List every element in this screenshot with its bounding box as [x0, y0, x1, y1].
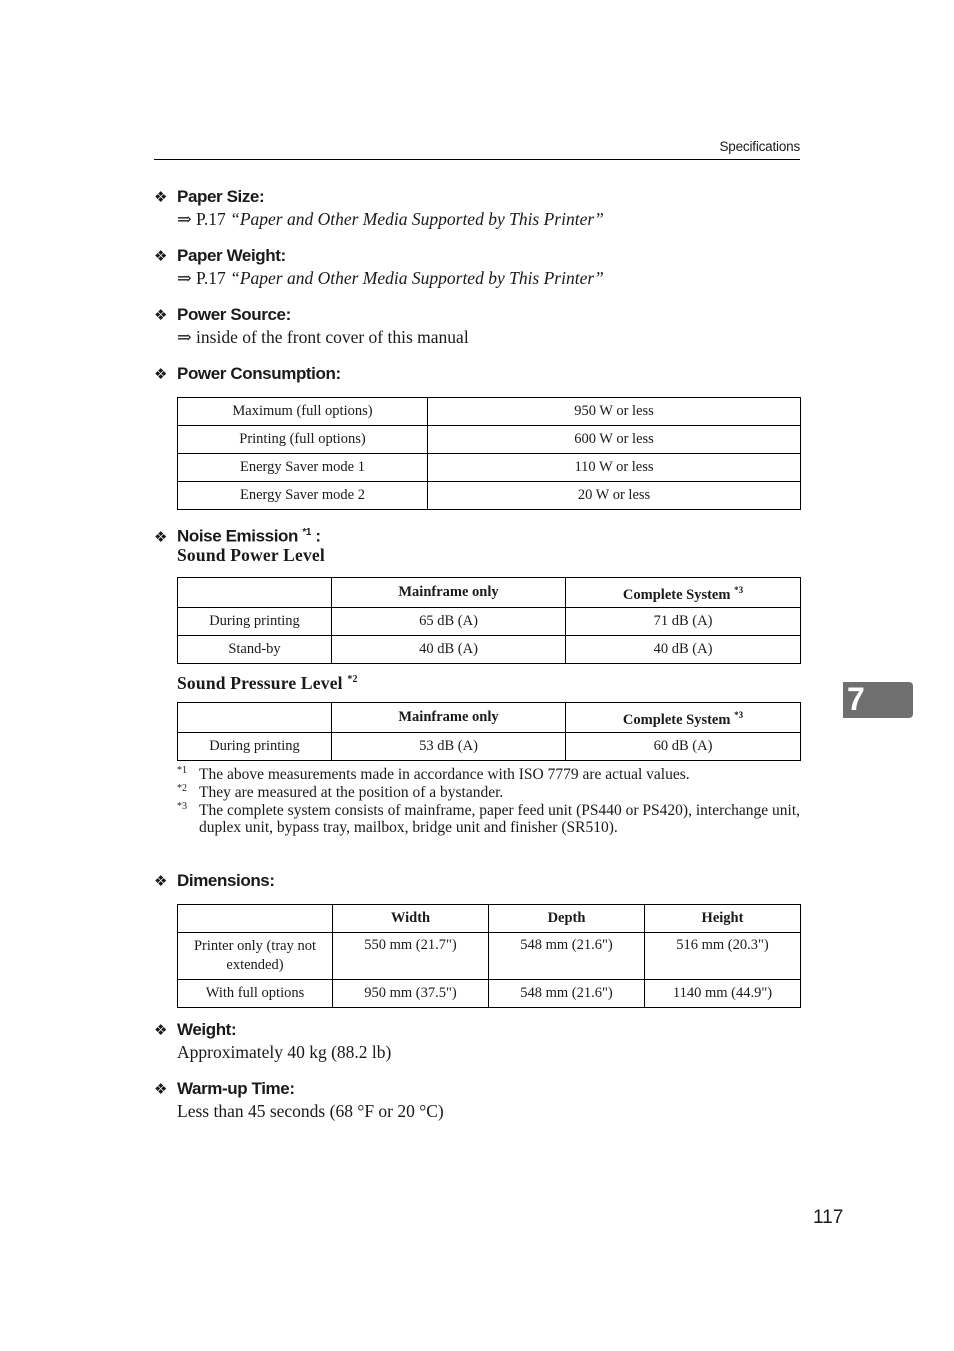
arrow-icon: ⇒ [177, 268, 192, 288]
section-heading: ❖ Weight: [154, 1019, 800, 1041]
diamond-bullet-icon: ❖ [154, 528, 168, 546]
weight-value: Approximately 40 kg (88.2 lb) [177, 1042, 392, 1062]
footnotes [177, 766, 800, 836]
power-consumption-table [177, 397, 801, 510]
table-row: During printing 65 dB (A) 71 dB (A) [178, 608, 801, 636]
section-power-consumption [154, 363, 800, 385]
table-row: Energy Saver mode 1 110 W or less [178, 454, 801, 482]
footnote: *2 They are measured at the position of a bystander. [177, 783, 504, 801]
page-header-title: Specifications [719, 139, 800, 154]
arrow-icon: ⇒ [177, 209, 192, 229]
cross-reference: ⇒ P.17 “Paper and Other Media Supported by This Printer” [177, 209, 604, 229]
section-power-source [154, 304, 800, 348]
section-heading: ❖ Dimensions: [154, 870, 800, 892]
section-weight [154, 1019, 800, 1063]
diamond-bullet-icon: ❖ [154, 366, 168, 383]
diamond-bullet-icon: ❖ [154, 307, 168, 324]
chapter-number: 7 [847, 681, 865, 717]
footnote: *1 The above measurements made in accordance with ISO 7779 are actual values. [177, 765, 690, 783]
diamond-bullet-icon: ❖ [154, 1081, 168, 1098]
header-rule [154, 159, 800, 160]
footnote-ref: *3 [734, 709, 744, 720]
table-row: Energy Saver mode 2 20 W or less [178, 482, 801, 510]
table-header-row: Mainframe only Complete System $^{*3}$ [178, 703, 801, 733]
section-heading: ❖ Paper Weight: [154, 245, 800, 267]
page-number: 117 [813, 1207, 844, 1228]
diamond-bullet-icon: ❖ [154, 1022, 168, 1039]
table-row: Printing (full options) 600 W or less [178, 426, 801, 454]
section-heading: ❖ Warm-up Time: [154, 1078, 800, 1100]
section-heading: ❖ Power Source: [154, 304, 800, 326]
section-heading: ❖ Paper Size: [154, 186, 800, 208]
table-row: Printer only (tray not extended) 550 mm (21.7") 548 mm (21.6") 516 mm (20.3") [178, 933, 801, 980]
footnote-ref: *3 [734, 584, 744, 595]
sound-pressure-block [154, 669, 800, 694]
section-dimensions [154, 870, 800, 892]
sound-pressure-table [177, 702, 801, 761]
section-paper-weight [154, 245, 800, 289]
chapter-tab [843, 682, 913, 718]
footnote: *3 The complete system consists of mainframe, paper feed unit (PS440 or PS420), interchange unit, duplex unit, bypass tray, mailbox, bridge unit and finisher (SR510). [177, 801, 800, 836]
warmup-value: Less than 45 seconds (68 °F or 20 °C) [177, 1101, 444, 1121]
dimensions-table [177, 904, 801, 1008]
section-heading: ❖ Noise Emission $^{*1}$ : [154, 522, 800, 544]
reference-link[interactable]: “Paper and Other Media Supported by This Printer” [230, 209, 604, 229]
sound-power-title: Sound Power Level [177, 545, 325, 565]
arrow-icon: ⇒ [177, 327, 192, 347]
table-row: With full options 950 mm (37.5") 548 mm (21.6") 1140 mm (44.9") [178, 980, 801, 1008]
section-paper-size [154, 186, 800, 230]
footnote-ref: *2 [347, 674, 358, 685]
section-warmup-time [154, 1078, 800, 1122]
cross-reference: ⇒ P.17 “Paper and Other Media Supported by This Printer” [177, 268, 604, 288]
footnote-ref: *1 [302, 527, 311, 538]
table-header-row: Mainframe only Complete System $^{*3}$ [178, 578, 801, 608]
section-heading: ❖ Power Consumption: [154, 363, 800, 385]
sound-power-table [177, 577, 801, 664]
sound-pressure-title: Sound Pressure Level $^{*2}$ [177, 672, 358, 693]
diamond-bullet-icon: ❖ [154, 248, 168, 265]
cross-reference: ⇒ inside of the front cover of this manual [177, 327, 469, 347]
section-noise-emission [154, 522, 800, 566]
table-row: Maximum (full options) 950 W or less [178, 398, 801, 426]
reference-link[interactable]: “Paper and Other Media Supported by This Printer” [230, 268, 604, 288]
diamond-bullet-icon: ❖ [154, 189, 168, 206]
diamond-bullet-icon: ❖ [154, 873, 168, 890]
table-row: Stand-by 40 dB (A) 40 dB (A) [178, 636, 801, 664]
table-row: During printing 53 dB (A) 60 dB (A) [178, 733, 801, 761]
table-header-row: Width Depth Height [178, 905, 801, 933]
